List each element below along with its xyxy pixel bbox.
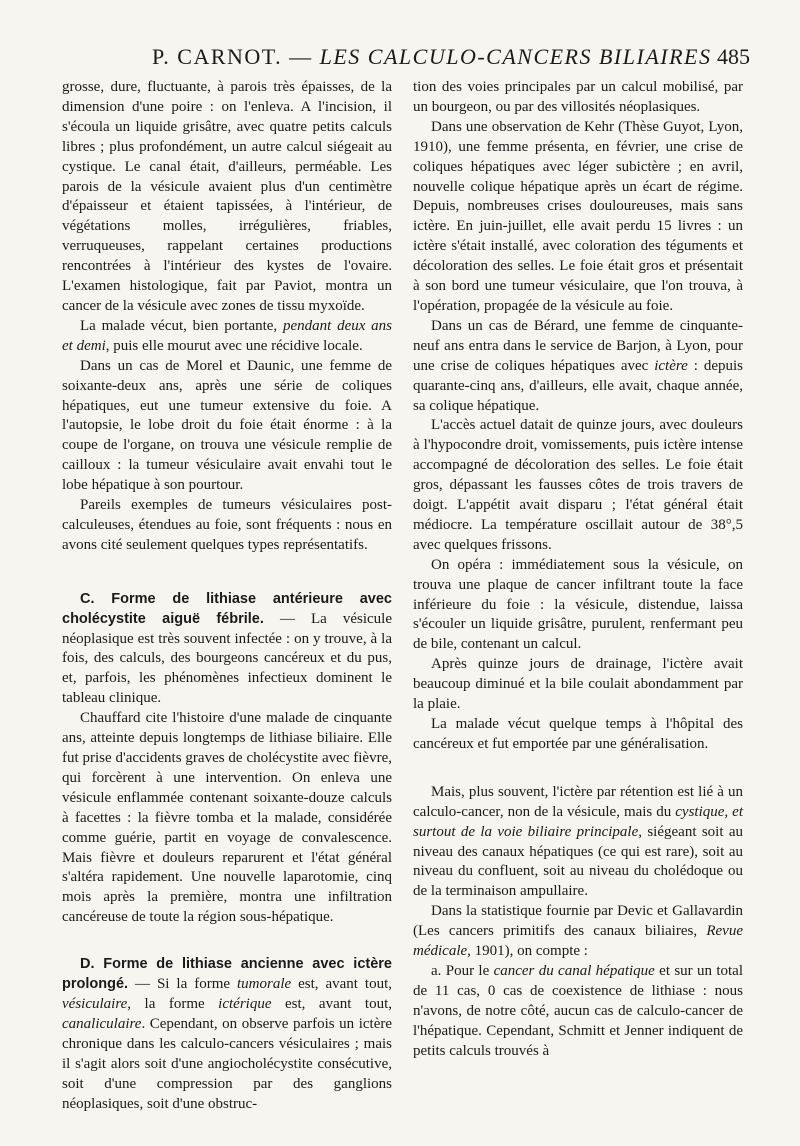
italic-run: cystique, et surtout de la voie biliaire principale xyxy=(413,803,743,840)
right-column xyxy=(413,78,743,1062)
italic-run: ictérique xyxy=(218,995,272,1012)
text-run: Dans un cas de Bérard, une femme de cinquante-neuf ans entra dans le service de Barjon, à Lyon, pour une crise de coliques hépatiques avec xyxy=(413,317,743,374)
author-name: P. CARNOT. xyxy=(152,44,283,69)
section-d xyxy=(62,955,392,1114)
text-run: , la forme xyxy=(127,995,219,1012)
paragraph: tion des voies principales par un calcul mobilisé, par un bourgeon, ou par des villosités néoplasiques. xyxy=(413,79,743,115)
italic-run: canaliculaire xyxy=(62,1015,142,1032)
text-run: est, avant tout, xyxy=(291,976,392,993)
left-column xyxy=(62,78,392,1114)
section-heading: C. Forme de lithiase antérieure avec cholécystite aiguë fébrile. xyxy=(62,590,392,627)
paragraph xyxy=(413,317,743,417)
italic-run: tumorale xyxy=(236,976,292,993)
article-title: LES CALCULO-CANCERS BILIAIRES xyxy=(319,44,712,69)
paragraph: On opéra : immédiatement sous la vésicule, on trouva une plaque de cancer infiltrant toute la face inférieure du foie : la vésicule, distendue, laissa s'écouler un liquide grisâtre, purulent, renfermant peu de bile, contenant un calcul. xyxy=(413,556,743,653)
text-run: — La vésicule néoplasique est très souvent infectée : on y trouve, à la fois, des calculs, des bourgeons cancéreux et du pus, et, parfois, les phénomènes infectieux dominent le tableau clinique. xyxy=(62,610,392,707)
italic-run: vésiculaire xyxy=(62,995,128,1012)
paragraph xyxy=(413,902,743,962)
text-run: et sur un total de 11 cas, 0 cas de coexistence de lithiase : nous n'avons, de notre côté, aucun cas de calculo-cancer de l'hépatique. Cependant, Schmitt et Jenner indiquent de petits calculs trouvés à xyxy=(413,962,743,1059)
text-run: La malade vécut, bien portante, xyxy=(80,317,283,334)
paragraph: Dans une observation de Kehr (Thèse Guyot, Lyon, 1910), une femme présenta, en février, une crise de coliques hépatiques avec léger subictère ; en avril, nouvelle colique hépatique après un écart de régime. Depuis, nombreuses crises douloureuses, mais sans ictère. En juin-juillet, elle avait perdu 15 livres : un ictère s'était installé, avec coloration des téguments et décoloration des selles. Le foie était gros et présentait à son bord une tumeur vésiculaire, que l'on trouva, à l'opération, propagée de la vésicule au foie. xyxy=(413,118,743,314)
paragraph: L'accès actuel datait de quinze jours, avec douleurs à l'hypocondre droit, vomissements, puis ictère intense accompagné de décoloration des selles. Le foie était gros, dépassant les fausses côtes de trois travers de doigt. L'appétit avait disparu ; l'état général était médiocre. La température oscillait autour de 38°,5 avec quelques frissons. xyxy=(413,417,743,553)
italic-run: cancer du canal hépatique xyxy=(493,962,655,979)
running-head xyxy=(60,44,750,74)
italic-run: Revue médicale xyxy=(413,923,743,960)
text-run: : depuis quarante-cinq ans, d'ailleurs, elle avait, chaque année, sa colique hépatique. xyxy=(413,357,743,414)
section-c xyxy=(62,590,392,709)
paragraph: La malade vécut quelque temps à l'hôpital des cancéreux et fut emportée par une généralisation. xyxy=(413,716,743,752)
paragraph xyxy=(62,317,392,357)
paragraph: Dans un cas de Morel et Daunic, une femme de soixante-deux ans, après une série de coliques hépatiques, eut une tumeur extensive du foie. A l'autopsie, le lobe droit du foie était énorme : à la coupe de l'organe, on trouva une vésicule remplie de cailloux : la tumeur vésiculaire avait envahi tout le lobe hépatique à son pourtour. xyxy=(62,357,392,494)
paragraph xyxy=(413,783,743,902)
text-run: Mais, plus souvent, l'ictère par rétention est lié à un calculo-cancer, non de la vésicule, mais du xyxy=(413,783,743,820)
text-run: , siégeant soit au niveau des canaux hépatiques (ce qui est rare), soit au niveau du confluent, soit au niveau du cholédoque ou de la terminaison ampullaire. xyxy=(413,823,743,900)
text-run: — Si la forme xyxy=(128,976,237,993)
italic-run: pendant deux ans et demi xyxy=(62,317,392,354)
page-number: 485 xyxy=(717,44,750,69)
text-run: . Cependant, on observe parfois un ictère chronique dans les calculo-cancers vésiculaires ; mais il s'agit alors soit d'une angiocholécystite consécutive, soit d'une compression par des ganglions néoplasiques, soit d'une obstruc- xyxy=(62,1015,392,1112)
text-run: , 1901), on compte : xyxy=(467,943,588,960)
text-run: est, avant tout, xyxy=(271,995,392,1012)
paragraph xyxy=(413,962,743,1062)
text-run: , puis elle mourut avec une récidive locale. xyxy=(105,337,363,354)
paragraph: Pareils exemples de tumeurs vésiculaires post-calculeuses, étendues au foie, sont fréquents : nous en avons cité seulement quelques types représentatifs. xyxy=(62,497,392,553)
paragraph: Chauffard cite l'histoire d'une malade de cinquante ans, atteinte depuis longtemps de lithiase biliaire. Elle fut prise d'accidents graves de cholécystite avec fièvre, qui forcèrent à une intervention. On enleva une vésicule enflammée contenant soixante-douze calculs à facettes : la fièvre tomba et la malade, considérée comme guérie, partit en voyage de convalescence. Mais fièvre et douleurs reparurent et l'état général s'altéra rapidement. Une nouvelle laparotomie, cinq mois après la première, montra une infiltration cancéreuse de toute la région sous-hépatique. xyxy=(62,710,392,926)
running-title xyxy=(152,44,711,70)
section-heading: D. Forme de lithiase ancienne avec ictère prolongé. xyxy=(62,956,392,993)
paragraph: grosse, dure, fluctuante, à parois très épaisses, de la dimension d'une poire : on l'enleva. A l'incision, il s'écoula un liquide grisâtre, avec quatre petits calculs libres ; plus profondément, un autre calcul siégeait au cystique. Le canal était, d'ailleurs, perméable. Les parois de la vésicule avaient plus d'un centimètre d'épaisseur et étaient tapissées, à l'intérieur, de végétations molles, irrégulières, friables, verruqueuses, rappelant certaines productions rencontrées à l'intérieur des kystes de l'ovaire. L'examen histologique, fait par Paviot, montra un cancer de la vésicule avec zones de tissu myxoïde. xyxy=(62,79,392,314)
text-run: a. Pour le xyxy=(431,962,494,979)
text-run: Dans la statistique fournie par Devic et Gallavardin (Les cancers primitifs des canaux biliaires, xyxy=(413,903,743,940)
italic-run: ictère xyxy=(654,357,688,374)
title-dash: — xyxy=(282,44,320,69)
paragraph: Après quinze jours de drainage, l'ictère avait beaucoup diminué et la bile coulait abondamment par la plaie. xyxy=(413,656,743,713)
